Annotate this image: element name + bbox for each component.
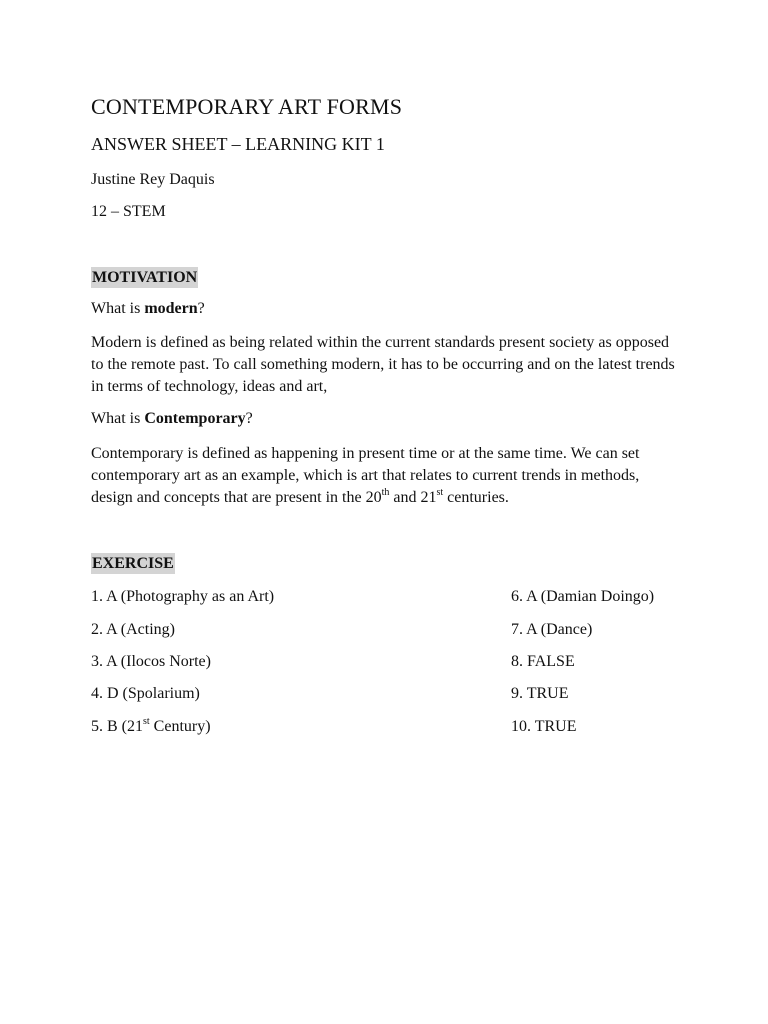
question-term: Contemporary xyxy=(144,410,246,427)
answer-contemporary xyxy=(91,443,681,509)
exercise-answer-1: 1. A (Photography as an Art) xyxy=(91,588,275,605)
document-subtitle: ANSWER SHEET – LEARNING KIT 1 xyxy=(91,134,385,154)
exercise-answer-5 xyxy=(91,715,211,736)
superscript: st xyxy=(436,486,444,498)
question-term: modern xyxy=(144,300,198,317)
exercise-answer-6: 6. A (Damian Doingo) xyxy=(511,588,655,605)
superscript: st xyxy=(143,715,150,727)
motivation-heading: MOTIVATION xyxy=(92,269,198,286)
question-suffix: ? xyxy=(245,410,253,427)
grade-section: 12 – STEM xyxy=(91,203,166,220)
exercise-answer-4: 4. D (Spolarium) xyxy=(91,685,200,702)
exercise-answer-8: 8. FALSE xyxy=(511,653,575,670)
exercise-answer-3: 3. A (Ilocos Norte) xyxy=(91,653,211,670)
answer-text: and 21 xyxy=(389,489,437,506)
answer-text: Century) xyxy=(149,718,211,735)
answer-modern: Modern is defined as being related within the current standards present society as opposed to the remote past. To call something modern, it has to be occurring and on the latest trends in terms of technology, ideas and art, xyxy=(91,334,675,395)
student-name: Justine Rey Daquis xyxy=(91,171,215,188)
question-modern xyxy=(91,300,205,318)
exercise-answer-2: 2. A (Acting) xyxy=(91,621,175,638)
question-prefix: What is xyxy=(91,300,145,317)
document-title: CONTEMPORARY ART FORMS xyxy=(91,94,403,119)
superscript: th xyxy=(381,486,390,498)
answer-text: 5. B (21 xyxy=(91,718,143,735)
exercise-answer-9: 9. TRUE xyxy=(511,685,569,702)
answer-text: centuries. xyxy=(443,489,509,506)
question-contemporary xyxy=(91,410,253,428)
question-suffix: ? xyxy=(197,300,205,317)
exercise-heading: EXERCISE xyxy=(92,555,174,572)
exercise-answer-7: 7. A (Dance) xyxy=(511,621,593,638)
answer-text: Contemporary is defined as happening in present time or at the same time. We can set contemporary art as an example, which is art that relates to current trends in methods, design and concepts that are present in the 20 xyxy=(91,445,640,506)
exercise-answer-10: 10. TRUE xyxy=(511,718,577,735)
question-prefix: What is xyxy=(91,410,145,427)
